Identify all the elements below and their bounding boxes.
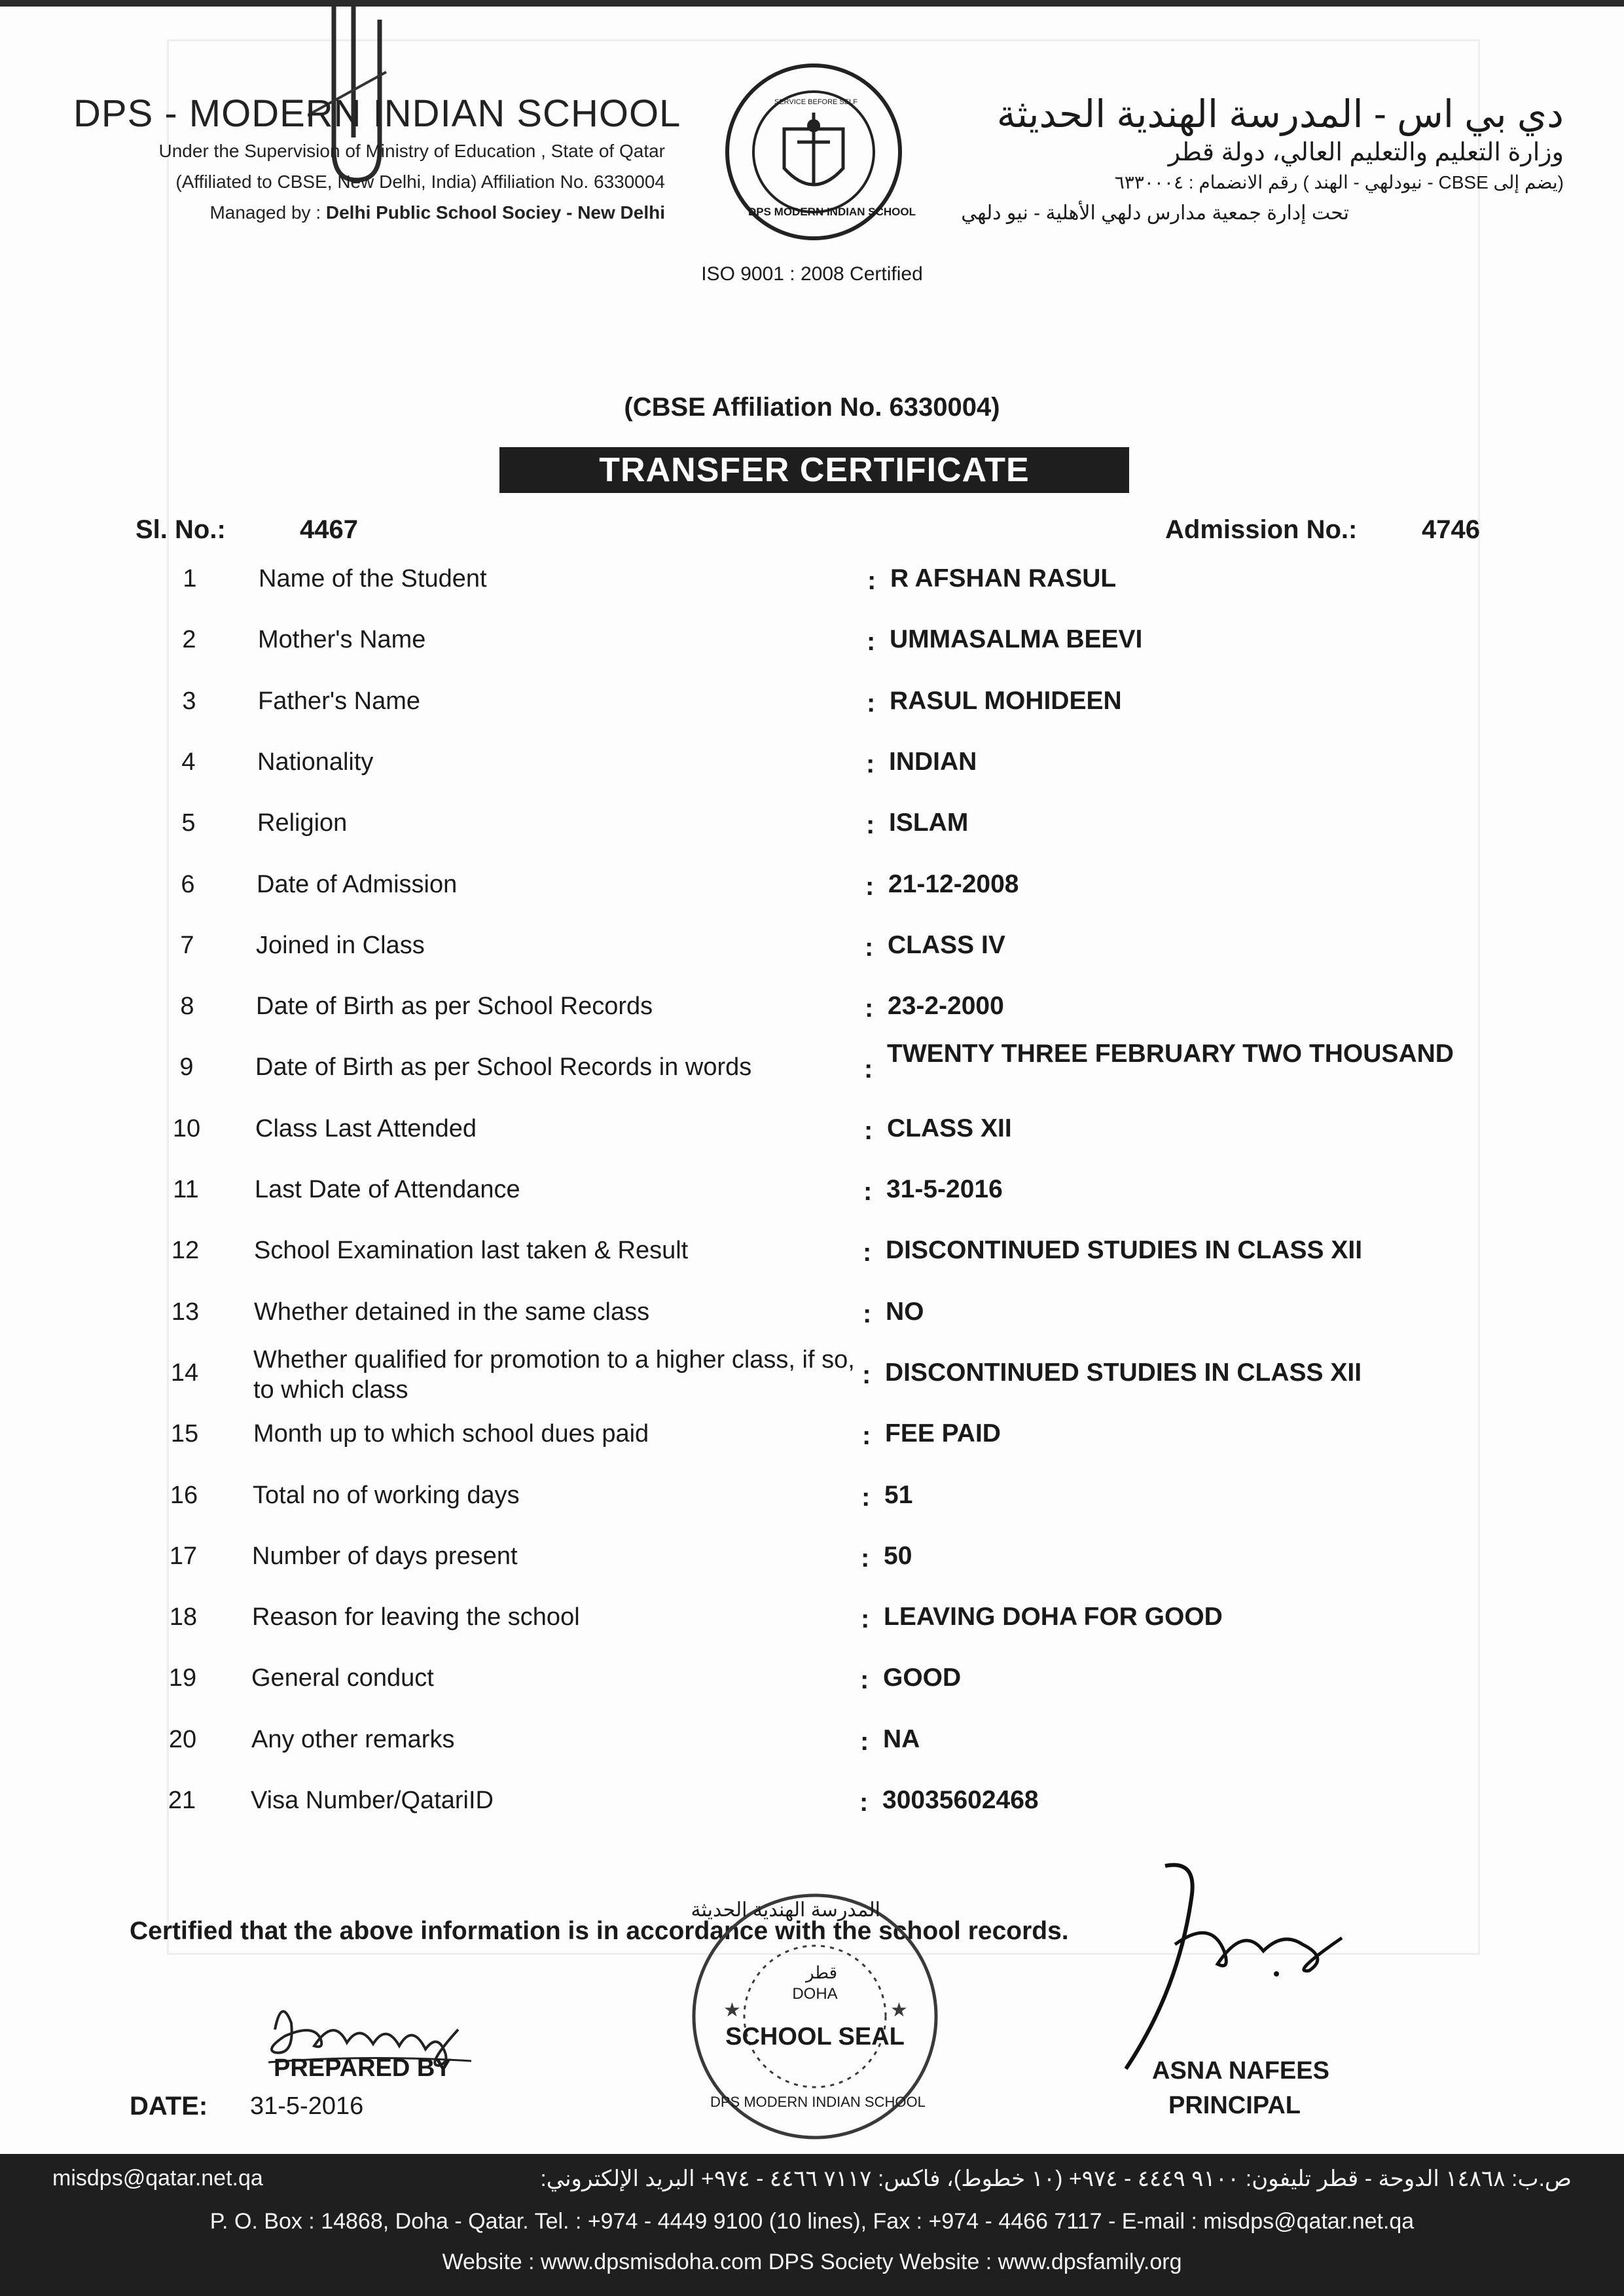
- row-label: Any other remarks: [251, 1726, 455, 1753]
- row-number: 6: [181, 871, 195, 898]
- footer-email-left: misdps@qatar.net.qa: [52, 2166, 263, 2191]
- svg-text:★: ★: [890, 1999, 908, 2021]
- row-number: 10: [172, 1115, 201, 1142]
- date-value: 31-5-2016: [250, 2092, 364, 2120]
- certificate-row: [0, 1476, 1624, 1529]
- row-number: 7: [180, 932, 194, 959]
- row-label: School Examination last taken & Result: [254, 1237, 689, 1264]
- row-number: 19: [168, 1664, 197, 1692]
- seal-ar-text: المدرسة الهندية الحديثة: [691, 1899, 880, 1921]
- certificate-row: [0, 621, 1624, 673]
- row-colon: :: [865, 872, 875, 901]
- principal-title: PRINCIPAL: [1168, 2092, 1301, 2119]
- row-label: Date of Birth as per School Records: [256, 993, 653, 1020]
- certificate-row: [0, 987, 1624, 1040]
- row-value: 23-2-2000: [888, 992, 1004, 1020]
- row-number: 18: [169, 1603, 198, 1631]
- certificate-row: [0, 1659, 1624, 1711]
- managed-ar: تحت إدارة جمعية مدارس دلهي الأهلية - نيو دلهي: [961, 202, 1349, 224]
- row-colon: :: [863, 1300, 872, 1328]
- row-number: 13: [171, 1298, 200, 1326]
- iso-certification: ISO 9001 : 2008 Certified: [701, 263, 923, 285]
- school-seal: [684, 1886, 946, 2147]
- row-label: Last Date of Attendance: [255, 1176, 520, 1203]
- row-number: 1: [183, 565, 197, 592]
- row-colon: :: [867, 627, 876, 656]
- row-label: Whether detained in the same class: [254, 1298, 650, 1326]
- row-label: Number of days present: [252, 1542, 518, 1570]
- row-label: Joined in Class: [256, 932, 425, 959]
- row-label: Religion: [257, 809, 348, 837]
- seal-ring-text: DPS MODERN INDIAN SCHOOL: [710, 2094, 926, 2110]
- row-colon: :: [859, 1788, 869, 1817]
- row-colon: :: [865, 933, 874, 962]
- row-value: FEE PAID: [885, 1419, 1001, 1448]
- row-label: Nationality: [257, 748, 374, 776]
- row-value: ISLAM: [889, 809, 969, 837]
- school-seal-label: SCHOOL SEAL: [725, 2023, 905, 2050]
- row-colon: :: [864, 1116, 873, 1145]
- row-number: 11: [173, 1176, 199, 1203]
- row-label: Whether qualified for promotion to a higher class, if so, to which class: [253, 1346, 855, 1404]
- row-label: Month up to which school dues paid: [253, 1420, 649, 1448]
- certificate-row: [0, 1537, 1624, 1590]
- row-label: Class Last Attended: [255, 1115, 477, 1142]
- row-value: 21-12-2008: [888, 870, 1019, 898]
- row-value: CLASS XII: [887, 1114, 1012, 1142]
- certification-statement: Certified that the above information is in accordance with the school records.: [130, 1917, 1069, 1945]
- row-number: 8: [180, 993, 194, 1020]
- certificate-row: [0, 1721, 1624, 1773]
- managed-by-value: Delhi Public School Sociey - New Delhi: [325, 202, 665, 223]
- row-colon: :: [867, 689, 876, 718]
- managed-by-line: [209, 202, 665, 223]
- row-colon: :: [861, 1605, 870, 1633]
- row-value: DISCONTINUED STUDIES IN CLASS XII: [886, 1236, 1363, 1264]
- row-colon: :: [863, 1238, 872, 1267]
- row-colon: :: [867, 566, 876, 595]
- row-value: CLASS IV: [888, 931, 1005, 959]
- certificate-row: [0, 682, 1624, 735]
- row-value: LEAVING DOHA FOR GOOD: [884, 1603, 1223, 1631]
- affiliation-ar: (يضم إلى CBSE - نيودلهي - الهند ) رقم الانضمام : ٦٣٣٠٠٠٤: [1114, 172, 1564, 192]
- row-colon: :: [862, 1421, 871, 1450]
- footer-websites: Website : www.dpsmisdoha.com DPS Society Website : www.dpsfamily.org: [442, 2250, 1182, 2274]
- row-value: 31-5-2016: [886, 1175, 1003, 1203]
- cbse-affiliation: (CBSE Affiliation No. 6330004): [624, 393, 1000, 422]
- row-label: Visa Number/QatariID: [251, 1787, 494, 1814]
- date-label: DATE:: [130, 2092, 208, 2121]
- row-label: Father's Name: [258, 687, 421, 715]
- row-colon: :: [860, 1666, 869, 1694]
- svg-text:★: ★: [723, 1999, 741, 2021]
- logo-ring-text: DPS MODERN INDIAN SCHOOL: [748, 206, 916, 218]
- logo-inner-text: SERVICE BEFORE SELF: [774, 98, 857, 106]
- row-number: 2: [182, 626, 196, 653]
- footer-contact-bar: [0, 2154, 1624, 2296]
- row-value: 51: [884, 1481, 913, 1509]
- row-number: 20: [168, 1726, 197, 1753]
- certificate-row: [0, 1598, 1624, 1650]
- certificate-row: [0, 1781, 1624, 1834]
- row-value: DISCONTINUED STUDIES IN CLASS XII: [885, 1358, 1362, 1387]
- row-number: 5: [181, 809, 196, 837]
- certificate-row: [0, 1415, 1624, 1467]
- row-value: NO: [886, 1298, 924, 1326]
- certificate-row: [0, 926, 1624, 979]
- row-colon: :: [864, 1055, 873, 1084]
- supervision-line: Under the Supervision of Ministry of Education , State of Qatar: [158, 141, 665, 161]
- row-colon: :: [863, 1177, 873, 1206]
- admission-number-label: Admission No.:: [1165, 515, 1358, 544]
- row-colon: :: [861, 1544, 870, 1573]
- row-label: Name of the Student: [259, 565, 487, 592]
- row-colon: :: [866, 750, 875, 778]
- row-colon: :: [866, 811, 875, 839]
- row-value: RASUL MOHIDEEN: [890, 687, 1122, 715]
- row-colon: :: [865, 994, 874, 1023]
- certificate-row: [0, 1293, 1624, 1345]
- top-border-line: [0, 0, 1624, 7]
- certificate-row: [0, 1040, 1624, 1101]
- row-label: Date of Admission: [257, 871, 458, 898]
- row-value: 30035602468: [882, 1786, 1039, 1814]
- certificate-row: [0, 1110, 1624, 1162]
- row-number: 14: [170, 1359, 199, 1387]
- row-label: General conduct: [251, 1664, 434, 1692]
- footer-address-en: P. O. Box : 14868, Doha - Qatar. Tel. : +974 - 4449 9100 (10 lines), Fax : +974 - 4466 7117 - E-mail : misdps@qatar.net.qa: [209, 2209, 1415, 2234]
- row-value: UMMASALMA BEEVI: [890, 625, 1143, 653]
- managed-by-prefix: Managed by :: [209, 202, 326, 223]
- school-logo: [722, 60, 916, 244]
- row-value: R AFSHAN RASUL: [890, 564, 1117, 592]
- row-number: 16: [170, 1482, 198, 1509]
- serial-number-value: 4467: [300, 515, 358, 544]
- row-number: 3: [182, 687, 196, 715]
- certificate-row: [0, 1171, 1624, 1223]
- seal-city-ar: قطر: [805, 1963, 838, 1982]
- certificate-row: [0, 866, 1624, 918]
- row-colon: :: [862, 1360, 871, 1389]
- row-label: Total no of working days: [253, 1482, 520, 1509]
- school-name-ar: دي بي اس - المدرسة الهندية الحديثة: [996, 93, 1564, 136]
- principal-name: ASNA NAFEES: [1152, 2057, 1329, 2085]
- row-value: 50: [884, 1542, 912, 1570]
- row-label: Reason for leaving the school: [252, 1603, 580, 1631]
- footer-address-ar: ص.ب: ١٤٨٦٨ الدوحة - قطر تليفون: ٩١٠٠ ٤٤٤٩ - ٩٧٤+ (١٠ خطوط)، فاكس: ٧١١٧ ٤٤٦٦ - ٩٧٤+ البريد الإلكتروني:: [540, 2166, 1572, 2191]
- certificate-row: [0, 1346, 1624, 1406]
- row-number: 12: [171, 1237, 200, 1264]
- row-value: INDIAN: [889, 748, 977, 776]
- row-label: Mother's Name: [258, 626, 426, 653]
- principal-signature-icon: [1113, 1859, 1362, 2075]
- certificate-row: [0, 1231, 1624, 1284]
- row-value: TWENTY THREE FEBRUARY TWO THOUSAND: [887, 1040, 1454, 1068]
- row-number: 21: [168, 1787, 196, 1814]
- certificate-row: [0, 804, 1624, 856]
- row-value: GOOD: [883, 1664, 962, 1692]
- row-number: 15: [170, 1420, 199, 1448]
- school-name-en: DPS - MODERN INDIAN SCHOOL: [73, 92, 681, 135]
- row-value: NA: [883, 1725, 920, 1753]
- row-label: Date of Birth as per School Records in words: [255, 1053, 752, 1081]
- seal-city: DOHA: [792, 1985, 838, 2003]
- ministry-ar: وزارة التعليم والتعليم العالي، دولة قطر: [1168, 139, 1564, 166]
- certificate-row: [0, 743, 1624, 795]
- prepared-by-label: PREPARED BY: [274, 2054, 452, 2082]
- row-colon: :: [860, 1727, 869, 1756]
- certificate-title: TRANSFER CERTIFICATE: [499, 447, 1129, 493]
- affiliation-line: (Affiliated to CBSE, New Delhi, India) Affiliation No. 6330004: [175, 172, 665, 192]
- certificate-row: [0, 560, 1624, 612]
- serial-number-label: Sl. No.:: [135, 515, 226, 544]
- row-number: 9: [179, 1053, 194, 1081]
- admission-number-value: 4746: [1422, 515, 1480, 544]
- row-colon: :: [861, 1483, 871, 1512]
- row-number: 4: [181, 748, 196, 776]
- row-number: 17: [169, 1542, 198, 1570]
